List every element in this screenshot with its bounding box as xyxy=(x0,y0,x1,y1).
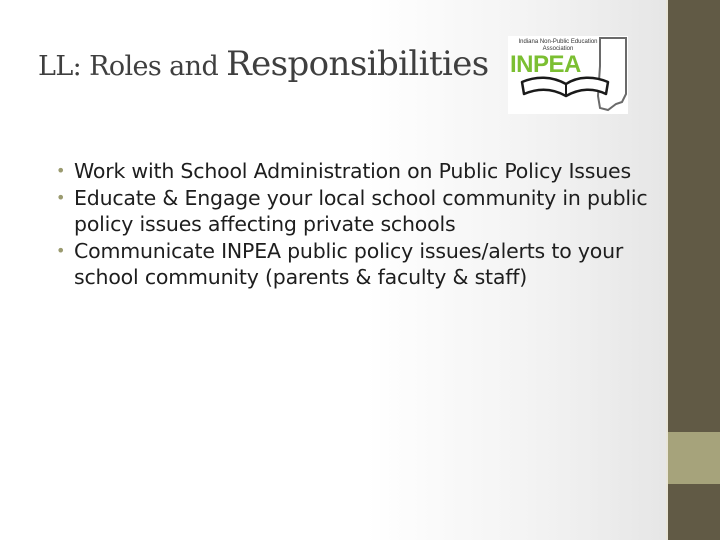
bullet-item-2 xyxy=(56,185,656,238)
inpea-logo xyxy=(508,36,628,114)
side-rail-accent xyxy=(666,432,720,484)
bullet-text-3: Communicate INPEA public policy issues/alerts to your school community (parents & faculty & staff) xyxy=(74,238,624,289)
logo-subtitle: Indiana Non-Public Education Association xyxy=(518,39,598,52)
side-rail-top xyxy=(666,0,720,432)
bullet-item-3 xyxy=(56,238,656,291)
slide-title-prefix: LL: Roles and xyxy=(38,51,227,82)
bullet-dot: • xyxy=(56,240,66,260)
bullet-list xyxy=(56,158,656,291)
side-rail-divider xyxy=(666,0,668,540)
side-rail-bottom xyxy=(666,484,720,540)
bullet-dot: • xyxy=(56,187,66,207)
bullet-dot: • xyxy=(56,161,66,180)
slide-title-main: Responsibilities xyxy=(226,44,489,84)
bullet-item-1 xyxy=(56,158,656,185)
slide-title xyxy=(38,44,489,84)
logo-wordmark: INPEA xyxy=(510,51,581,78)
bullet-text-2: Educate & Engage your local school community in public policy issues affecting private schools xyxy=(74,185,648,236)
bullet-text-1: Work with School Administration on Public Policy Issues xyxy=(74,159,631,183)
